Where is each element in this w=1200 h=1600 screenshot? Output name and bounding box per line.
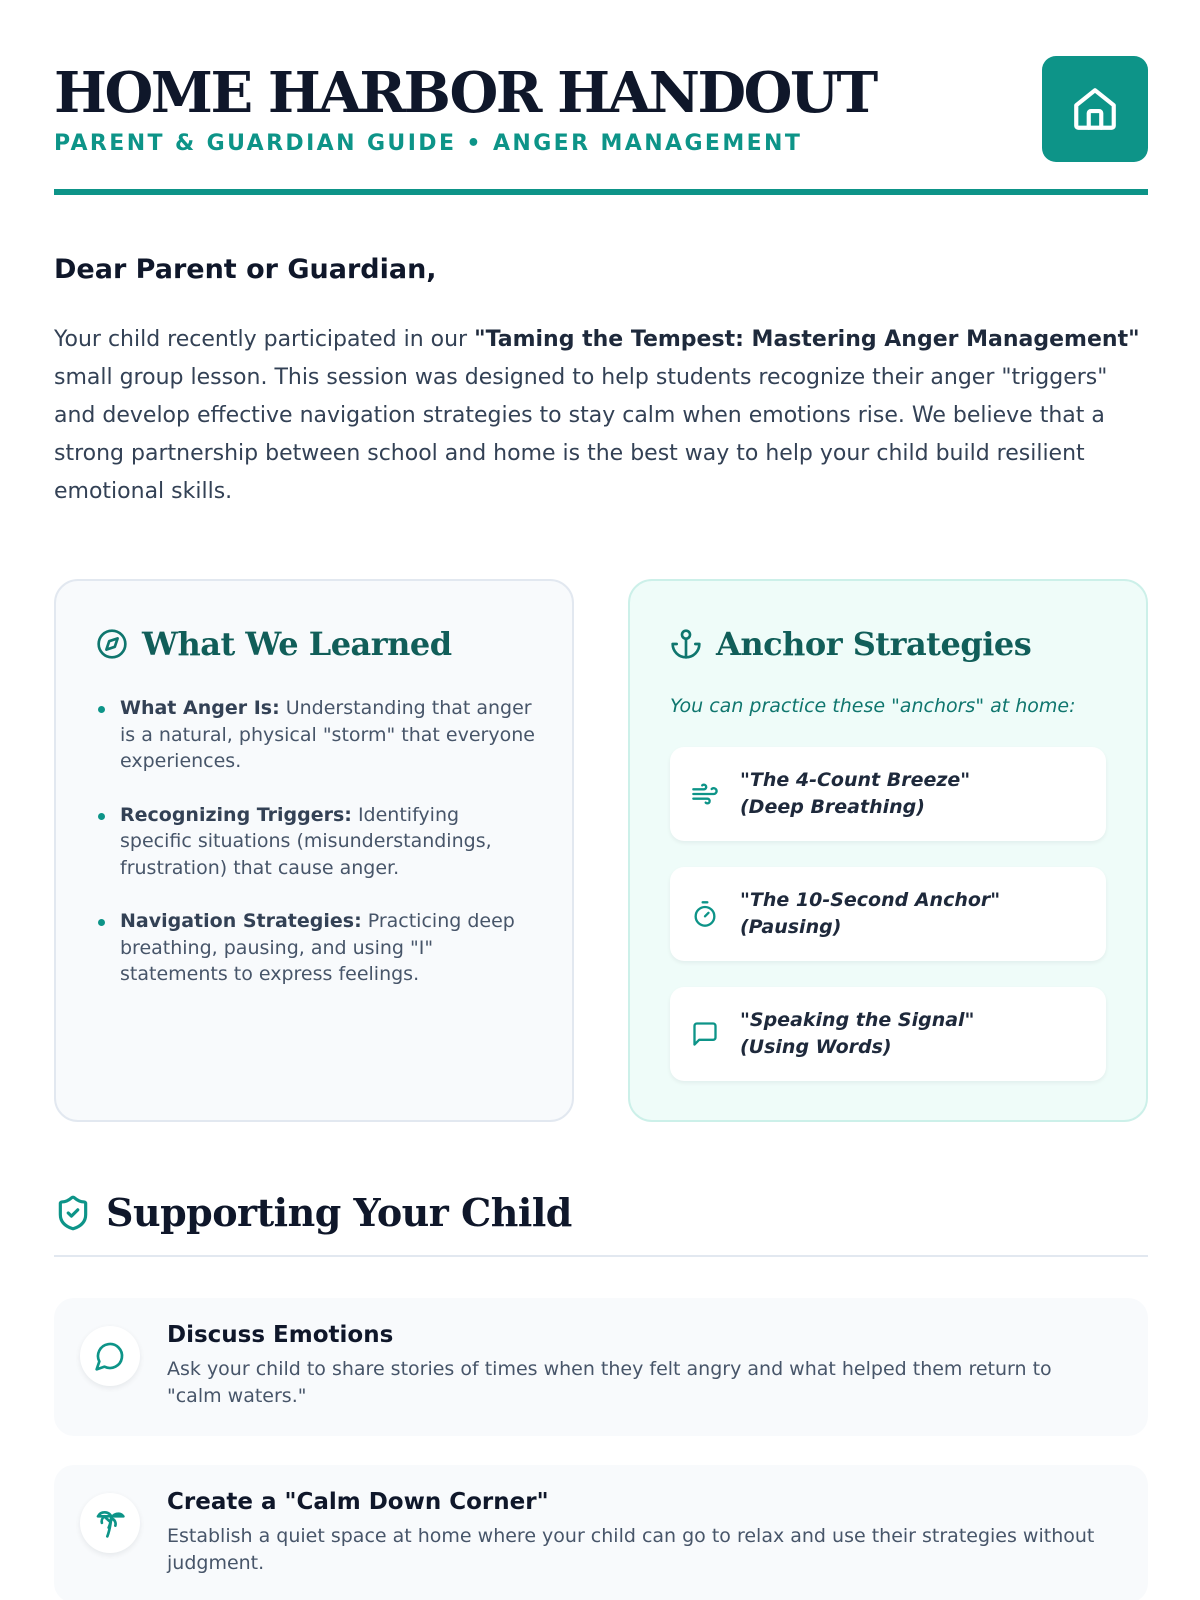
intro-rest: small group lesson. This session was designed to help students recognize their anger "triggers" and develop effective navigation strategies to stay calm when emotions rise. We believe that a strong partnership between school and home is the best way to help your child build resilient emotional skills. — [54, 365, 1108, 504]
tip-title: Create a "Calm Down Corner" — [167, 1489, 549, 1515]
section-divider — [54, 1255, 1148, 1257]
intro-paragraph — [54, 321, 1148, 511]
anchor-note: You can practice these "anchors" at home: — [670, 695, 1076, 717]
shield-check-icon — [54, 1194, 92, 1232]
card-header — [96, 625, 452, 663]
item-text: Understanding that anger is a natural, physical "storm" that everyone experiences. — [120, 697, 535, 772]
tip-title: Discuss Emotions — [167, 1322, 394, 1348]
page-subtitle: PARENT & GUARDIAN GUIDE • ANGER MANAGEMENT — [54, 131, 803, 156]
card-header — [670, 625, 1031, 663]
strategy-item — [670, 987, 1106, 1081]
list-item — [96, 695, 536, 775]
strategy-text: "The 4-Count Breeze" (Deep Breathing) — [740, 769, 971, 818]
tip-icon-circle — [80, 1326, 140, 1386]
chat-bubble-icon — [94, 1340, 126, 1372]
what-we-learned-card — [54, 579, 574, 1122]
tip-description: Establish a quiet space at home where your child can go to relax and use their strategies without judgment. — [167, 1525, 1095, 1574]
learned-list — [96, 695, 536, 1015]
strategy-text: "Speaking the Signal" (Using Words) — [740, 1009, 975, 1058]
strategy-text: "The 10-Second Anchor" (Pausing) — [740, 889, 1001, 938]
item-text: Practicing deep breathing, pausing, and using "I" statements to express feelings. — [120, 910, 515, 985]
tip-icon-circle — [80, 1493, 140, 1553]
tip-description: Ask your child to share stories of times when they felt angry and what helped them return to "calm waters." — [167, 1358, 1052, 1407]
item-text: Identifying specific situations (misunderstandings, frustration) that cause anger. — [120, 803, 492, 879]
handout-page — [54, 0, 1148, 1600]
compass-icon — [96, 628, 128, 660]
card-title: What We Learned — [142, 625, 452, 663]
message-square-icon — [690, 1019, 720, 1049]
strategy-item — [670, 747, 1106, 841]
list-item — [96, 802, 536, 882]
header — [54, 56, 1148, 196]
strategy-item — [670, 867, 1106, 961]
anchor-icon — [670, 628, 702, 660]
anchor-strategies-card — [628, 579, 1148, 1122]
item-label: What Anger Is: — [120, 697, 280, 719]
section-header — [54, 1190, 572, 1235]
lesson-title: "Taming the Tempest: Mastering Anger Management" — [474, 327, 1140, 352]
intro-lead: Your child recently participated in our — [54, 327, 475, 352]
item-label: Navigation Strategies: — [120, 910, 362, 932]
palm-tree-icon — [94, 1507, 126, 1539]
card-title: Anchor Strategies — [716, 625, 1032, 663]
tip-card — [54, 1298, 1148, 1436]
home-icon — [1070, 84, 1120, 134]
home-badge — [1042, 56, 1148, 162]
section-title: Supporting Your Child — [106, 1190, 572, 1235]
list-item — [96, 908, 536, 988]
greeting: Dear Parent or Guardian, — [54, 254, 437, 285]
header-divider — [54, 189, 1148, 195]
item-label: Recognizing Triggers: — [120, 803, 352, 826]
tip-card — [54, 1465, 1148, 1600]
page-title: HOME HARBOR HANDOUT — [54, 60, 876, 126]
timer-icon — [690, 899, 720, 929]
wind-icon — [690, 779, 720, 809]
